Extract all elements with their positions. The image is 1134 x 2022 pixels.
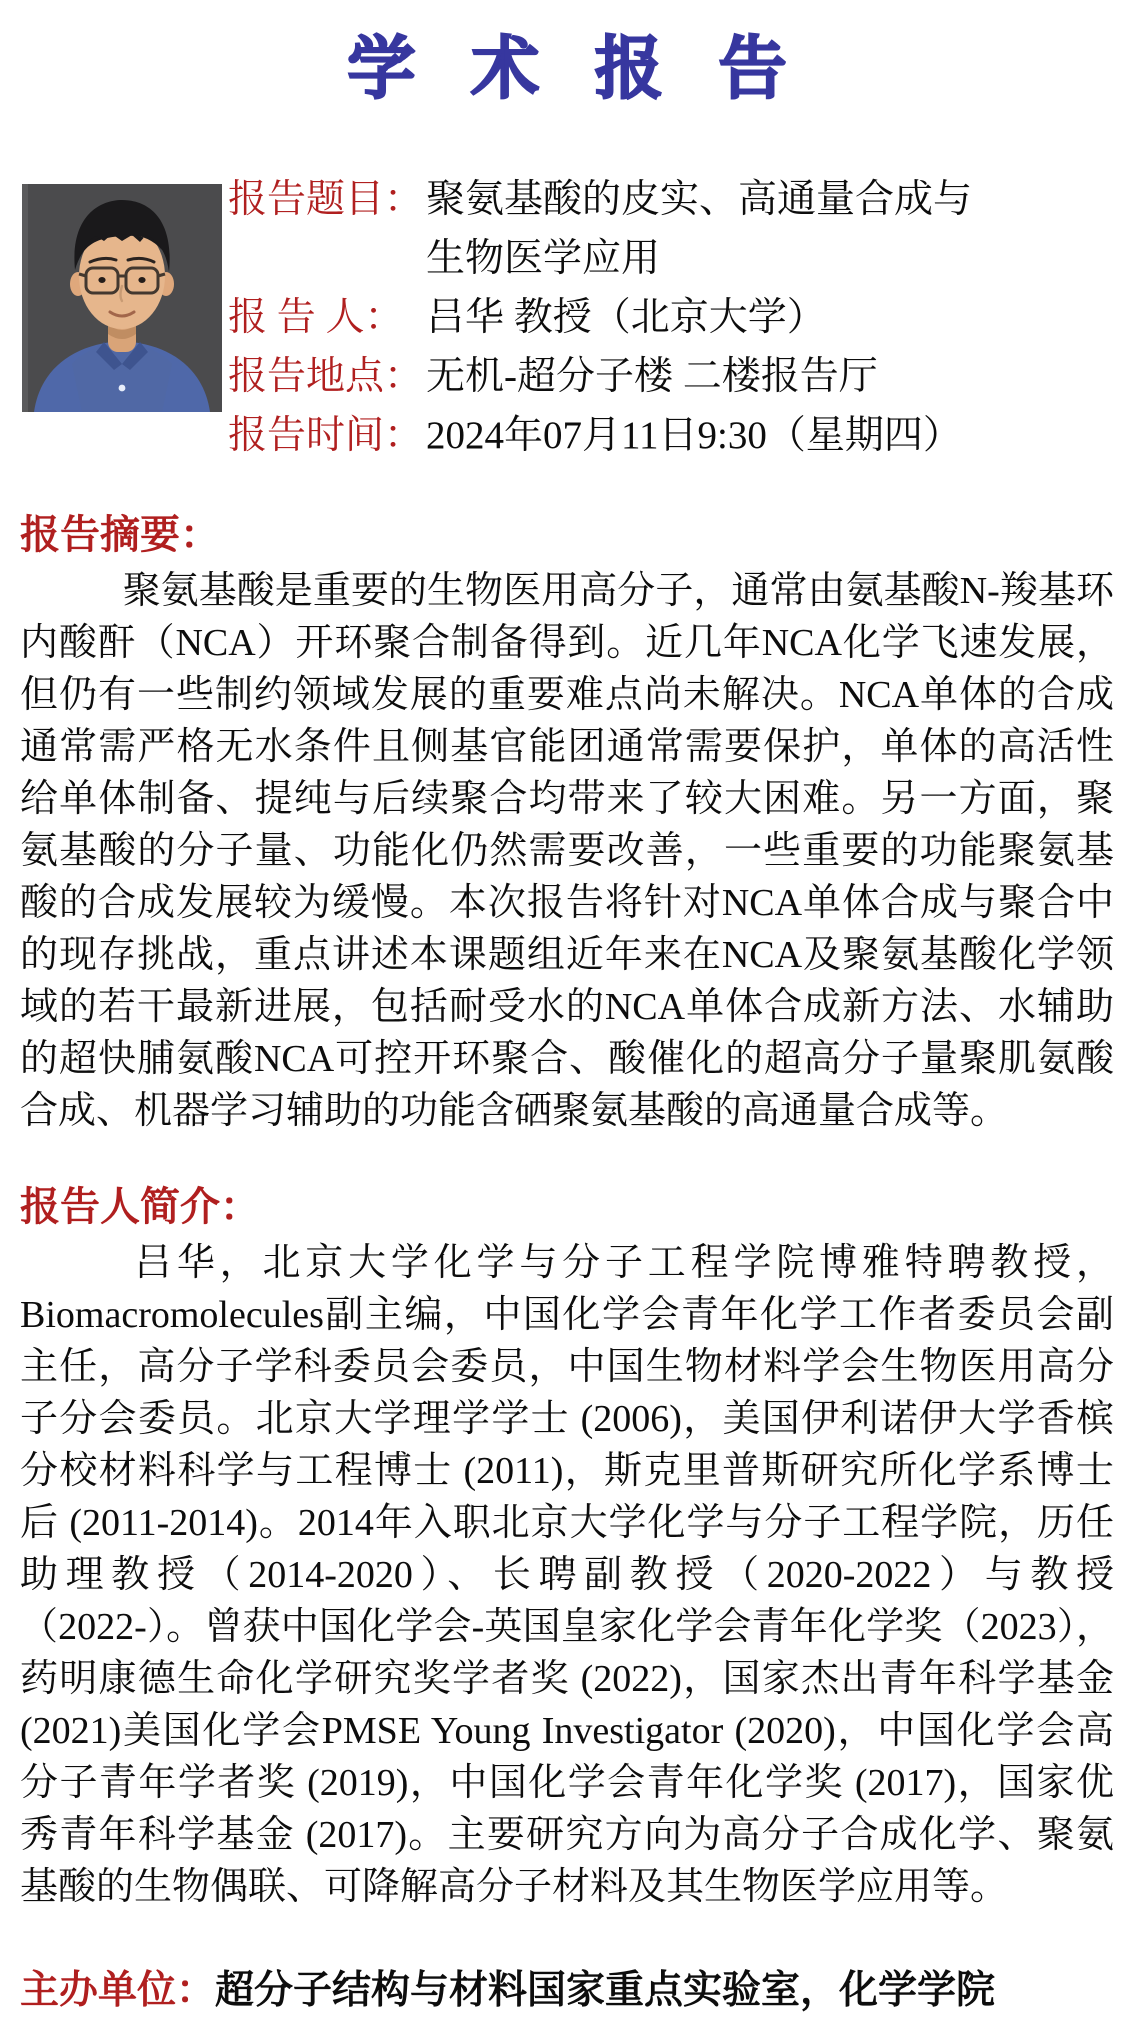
info-section xyxy=(22,170,1116,465)
speaker-label: 报 告 人： xyxy=(228,296,404,339)
topic-value-line1: 聚氨基酸的皮实、高通量合成与 xyxy=(426,178,973,221)
time-value: 2024年07月11日9:30（星期四） xyxy=(426,414,962,457)
bio-heading: 报告人简介： xyxy=(20,1184,260,1229)
speaker-portrait-illustration xyxy=(22,184,222,412)
topic-value-line2: 生物医学应用 xyxy=(426,237,661,280)
organizer-value: 超分子结构与材料国家重点实验室，化学学院 xyxy=(215,1969,996,2012)
location-label: 报告地点： xyxy=(228,355,424,398)
location-value: 无机-超分子楼 二楼报告厅 xyxy=(426,355,878,398)
page-title: 学术报告 xyxy=(347,30,843,109)
time-label: 报告时间： xyxy=(228,414,424,457)
organizer-label: 主办单位： xyxy=(20,1969,216,2012)
bio-body: 吕华，北京大学化学与分子工程学院博雅特聘教授，Biomacromolecules副主编，中国化学会青年化学工作者委员会副主任，高分子学科委员会委员，中国生物材料学会生物医用高分子分会委员。北京大学理学学士 (2006)，美国伊利诺伊大学香槟分校材料科学与工程博士 (2011)，斯克里普斯研究所化学系博士后 (2011-2014)。2014年入职北京大学化学与分子工程学院，历任助理教授（2014-2020）、长聘副教授（2020-2022）与教授（2022-）。曾获中国化学会-英国皇家化学会青年化学奖（2023），药明康德生命化学研究奖学者奖 (2022)，国家杰出青年科学基金 (2021)美国化学会PMSE Young Investigator (2020)，中国化学会高分子青年学者奖 (2019)，中国化学会青年化学奖 (2017)，国家优秀青年科学基金 (2017)。主要研究方向为高分子合成化学、聚氨基酸的生物偶联、可降解高分子材料及其生物医学应用等。 xyxy=(20,1242,1114,1908)
speaker-photo xyxy=(22,184,222,412)
info-row-speaker xyxy=(228,288,1116,347)
info-row-topic xyxy=(228,170,1116,229)
info-rows xyxy=(228,170,1116,465)
abstract-body: 聚氨基酸是重要的生物医用高分子，通常由氨基酸N-羧基环内酸酐（NCA）开环聚合制备得到。近几年NCA化学飞速发展，但仍有一些制约领域发展的重要难点尚未解决。NCA单体的合成通常需严格无水条件且侧基官能团通常需要保护，单体的高活性给单体制备、提纯与后续聚合均带来了较大困难。另一方面，聚氨基酸的分子量、功能化仍然需要改善，一些重要的功能聚氨基酸的合成发展较为缓慢。本次报告将针对NCA单体合成与聚合中的现存挑战，重点讲述本课题组近年来在NCA及聚氨基酸化学领域的若干最新进展，包括耐受水的NCA单体合成新方法、水辅助的超快脯氨酸NCA可控开环聚合、酸催化的超高分子量聚肌氨酸合成、机器学习辅助的功能含硒聚氨基酸的高通量合成等。 xyxy=(20,570,1114,1132)
speaker-value: 吕华 教授（北京大学） xyxy=(426,296,826,339)
organizer-row xyxy=(20,1965,1114,2017)
topic-label: 报告题目： xyxy=(228,178,424,221)
info-row-location xyxy=(228,347,1116,406)
abstract-heading: 报告摘要： xyxy=(20,512,220,557)
info-row-time xyxy=(228,406,1116,465)
info-row-topic-cont xyxy=(228,229,1116,288)
